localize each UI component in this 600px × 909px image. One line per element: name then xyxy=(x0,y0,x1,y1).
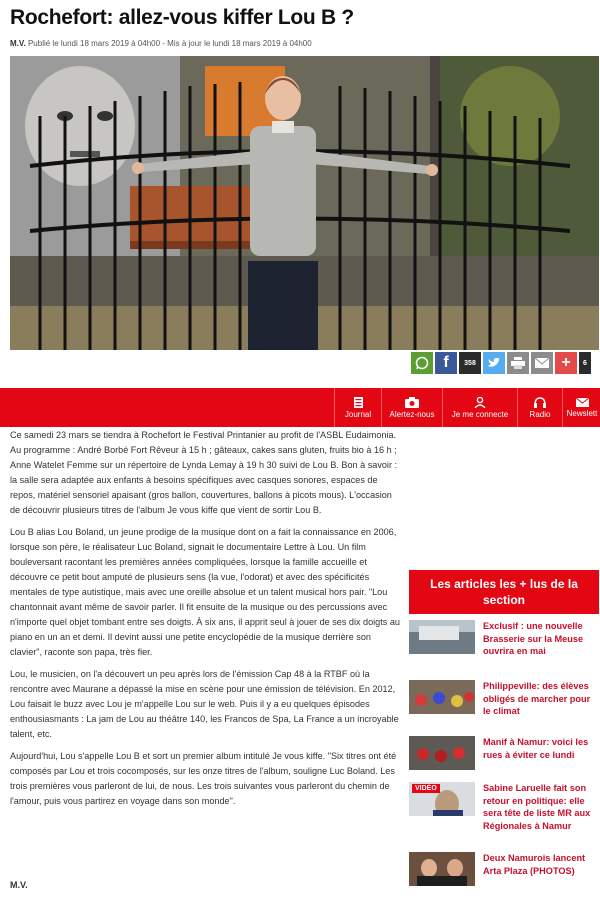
article-thumbnail[interactable] xyxy=(409,680,475,714)
nav-radio-label: Radio xyxy=(529,409,551,419)
article-paragraph: Aujourd'hui, Lou s'appelle Lou B et sort un premier album intitulé Je vous kiffe. "Six titres ont été composés par Lou et trois cocomposés, sur les onze titres de l'album, souligne Luc Boland. Les trois premières vous parleront de lui, de nous. Les trois suivantes vous parleront du chemin de l'amour, puis vous partirez en voyage dans son monde". xyxy=(10,751,397,806)
video-badge: VIDÉO xyxy=(412,784,440,793)
nav-alertez-nous[interactable] xyxy=(381,388,442,427)
most-read-article[interactable] xyxy=(409,782,599,832)
most-read-article[interactable] xyxy=(409,852,599,886)
more-share-button[interactable] xyxy=(555,352,577,374)
article-thumbnail[interactable] xyxy=(409,852,475,886)
thumbnail-image xyxy=(409,680,475,714)
camera-icon xyxy=(405,397,419,408)
thumbnail-image xyxy=(409,736,475,770)
most-read-article[interactable] xyxy=(409,736,599,770)
article-thumbnail[interactable] xyxy=(409,782,475,816)
article-title-link[interactable]: Philippeville: des élèves obligés de marcher pour le climat xyxy=(483,681,591,716)
nav-journal-label: Journal xyxy=(344,409,372,419)
most-read-article[interactable] xyxy=(409,620,599,658)
nav-je-me-connecte-label: Je me connecte xyxy=(451,410,509,419)
article-photo xyxy=(10,56,599,350)
plus-icon: + xyxy=(561,354,571,371)
most-read-heading: Les articles les + lus de la section xyxy=(409,570,599,614)
author-initials[interactable]: M.V. xyxy=(10,39,26,48)
article-paragraph: Ce samedi 23 mars se tiendra à Rochefort le Festival Printanier au profit de l'ASBL Eudaimonia. Au programme : André Borbé Fort Rêveur à 15 h ; gâteaux, cakes sans gluten, fruits bio à 16 h ; Anne Watelet Femme sur un répertoire de Lynda Lemay à 19 h 30 suivi de Lou B. Bon à savoir : la salle sera adaptée aux enfants à besoins spécifiques avec casques sonores, espaces de repos, matériel sensoriel apaisant (gros ballon, couvertures, ballons à picots mous). L'occasion de découvrir plusieurs titres de l'album Je vous kiffe que vient de sortir Lou B. xyxy=(10,430,398,515)
publish-date: Publié le lundi 18 mars 2019 à 04h00 xyxy=(27,39,161,48)
facebook-share-count: 358 xyxy=(459,352,481,374)
email-share-button[interactable] xyxy=(531,352,553,374)
article-meta xyxy=(10,39,312,48)
mail-icon xyxy=(576,398,589,407)
article-title-link[interactable]: Manif à Namur: voici les rues à éviter ce lundi xyxy=(483,737,589,760)
article-thumbnail[interactable] xyxy=(409,620,475,654)
print-button[interactable] xyxy=(507,352,529,374)
thumbnail-image xyxy=(409,852,475,886)
thumbnail-image xyxy=(409,620,475,654)
nav-newsletter-label: Newslett xyxy=(566,408,598,418)
nav-alertez-nous-label: Alertez-nous xyxy=(389,409,435,419)
article-author: M.V. xyxy=(10,880,28,890)
update-date: - Mis à jour le lundi 18 mars 2019 à 04h00 xyxy=(162,39,312,48)
whatsapp-share-button[interactable] xyxy=(411,352,433,374)
user-icon xyxy=(474,396,486,408)
printer-icon xyxy=(511,357,525,369)
nav-je-me-connecte[interactable] xyxy=(442,388,517,427)
photo-illustration xyxy=(10,56,599,350)
envelope-icon xyxy=(535,358,549,368)
article-title-link[interactable]: Exclusif : une nouvelle Brasserie sur la Meuse ouvrira en mai xyxy=(483,621,584,656)
facebook-share-button[interactable] xyxy=(435,352,457,374)
top-nav-bar xyxy=(0,388,600,427)
whatsapp-icon xyxy=(415,356,429,370)
most-read-sidebar xyxy=(409,570,599,876)
newspaper-icon xyxy=(353,397,364,408)
article-title: Rochefort: allez-vous kiffer Lou B ? xyxy=(10,6,354,29)
article-thumbnail[interactable] xyxy=(409,736,475,770)
nav-journal[interactable] xyxy=(334,388,381,427)
article-title-link[interactable]: Sabine Laruelle fait son retour en politique: elle sera tête de liste MR aux Régionales à Namur xyxy=(483,783,591,831)
nav-radio[interactable] xyxy=(517,388,562,427)
twitter-icon xyxy=(487,357,501,369)
twitter-share-button[interactable] xyxy=(483,352,505,374)
facebook-icon: f xyxy=(443,354,449,371)
article-paragraph: Lou B alias Lou Boland, un jeune prodige de la musique dont on a fait la connaissance en 2006, lorsque son père, le réalisateur Luc Boland, signait le documentaire Lettre à Lou. Un film bouleversant racontant les premières années compliquées, lorsque la famille accueille et découvre ce petit bout amputé de plusieurs sens (la vue, l'odorat) et avec des spécificités mentales de type autistique, mais avec une oreille absolue et un talent musical hors pair. "Lou chantonnait avant même de savoir parler. Il fit ensuite de la musique ou des percussions avec n'importe quel objet tombant entre ses doigts. À six ans, il apprit seul à jouer de ses dix doigts au piano en un an et demi. Il devint aussi une petite encyclopédie de la musique derrière son clavier", raconte son papa, très fier. xyxy=(10,527,400,657)
most-read-article[interactable] xyxy=(409,680,599,718)
article-title-link[interactable]: Deux Namurois lancent Arta Plaza (PHOTOS) xyxy=(483,853,586,876)
headphones-icon xyxy=(534,397,546,408)
more-share-count: 6 xyxy=(579,352,591,374)
nav-newsletter[interactable] xyxy=(562,388,600,427)
article-body xyxy=(10,428,402,816)
article-paragraph: Lou, le musicien, on l'a découvert un peu après lors de l'émission Cap 48 à la RTBF où la rencontre avec Maurane a dépassé la mise en scène pour une émission de télévision. En 2012, Lou faisait le buzz avec Lou je m'appelle Lou sur le web. Puis il y a eu quelques épisodes enthousiasmants : La jam de Lou au théâtre 140, les Francos de Spa, La France a un incroyable talent, etc. xyxy=(10,669,399,739)
